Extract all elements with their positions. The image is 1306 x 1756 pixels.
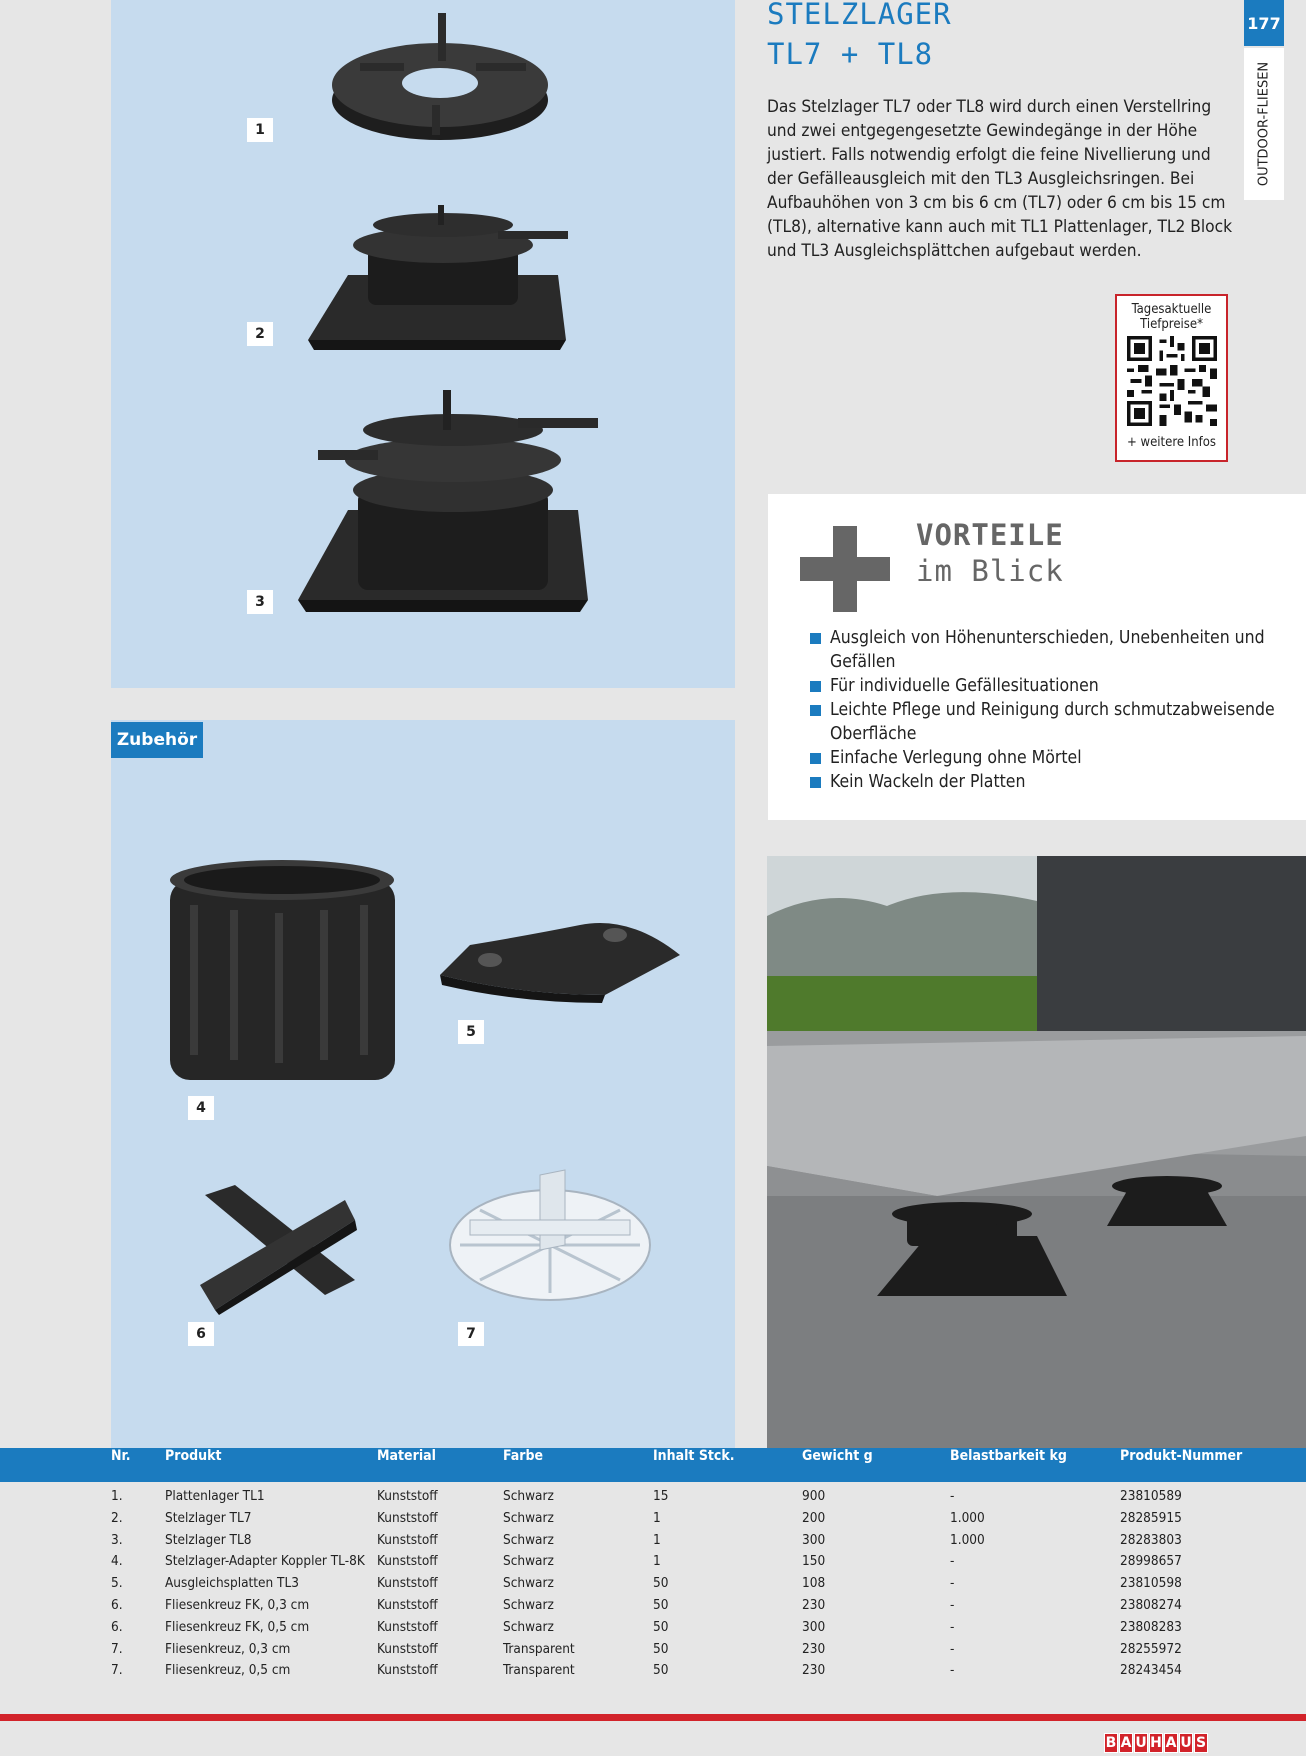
benefits-list [810,626,1306,794]
cell-inhalt: 1 [653,1509,661,1526]
cell-produkt: Plattenlager TL1 [165,1488,265,1504]
benefit-item [810,626,1306,674]
cell-produkt: Fliesenkreuz FK, 0,3 cm [165,1596,310,1613]
cell-farbe: Schwarz [503,1488,554,1504]
cell-produkt-nummer: 23808274 [1120,1596,1182,1613]
product-number-7: 7 [458,1322,484,1346]
logo-letter: B [1105,1735,1117,1751]
cell-material: Kunststoff [377,1575,438,1592]
cell-gewicht: 230 [802,1640,826,1657]
table-row [0,1595,1306,1617]
cell-nr: 7. [111,1662,123,1679]
col-header-belastbarkeit: Belastbarkeit kg [950,1448,1067,1464]
table-row [0,1486,1306,1508]
cell-inhalt: 15 [653,1488,669,1504]
bullet-icon [810,777,821,788]
cell-material: Kunststoff [377,1509,438,1526]
benefit-text: Für individuelle Gefällesituationen [830,676,1099,696]
cell-produkt: Stelzlager-Adapter Koppler TL-8K [165,1553,365,1570]
table-row [0,1617,1306,1639]
page-number: 177 [1244,0,1284,46]
section-tab-label: OUTDOOR-FLIESEN [1256,61,1272,187]
col-header-produkt-nummer: Produkt-Nummer [1120,1448,1243,1464]
col-header-farbe: Farbe [503,1448,544,1464]
bullet-icon [810,705,821,716]
cell-produkt: Stelzlager TL7 [165,1509,252,1526]
table-row [0,1639,1306,1661]
cell-belastbarkeit: - [950,1596,955,1613]
col-header-nr: Nr. [111,1448,131,1464]
cell-belastbarkeit: 1.000 [950,1509,985,1526]
cell-nr: 6. [111,1618,123,1635]
cell-belastbarkeit: 1.000 [950,1531,985,1548]
plus-icon [800,526,890,612]
cell-material: Kunststoff [377,1488,438,1504]
cell-farbe: Schwarz [503,1553,554,1570]
cell-farbe: Schwarz [503,1531,554,1548]
product-description: Das Stelzlager TL7 oder TL8 wird durch einen Verstellring und zwei entgegengesetzte Gewindegänge in der Höhe justiert. Falls notwendig erfolgt die feine Nivellierung und der Gefälleausgleich mit den TL3 Ausgleichsringen. Bei Aufbauhöhen von 3 cm bis 6 cm (TL7) oder 6 cm bis 15 cm (TL8), alternative kann auch mit TL1 Plattenlager, TL2 Block und TL3 Ausgleichsplättchen aufgebaut werden. [767,97,1233,261]
cell-inhalt: 50 [653,1618,669,1635]
product-number-3: 3 [247,590,273,614]
product-image-6 [195,1185,365,1315]
accessories-label: Zubehör [111,722,203,758]
cell-farbe: Transparent [503,1662,575,1679]
cell-produkt-nummer: 23808283 [1120,1618,1182,1635]
title-line-1: STELZLAGER [767,0,952,31]
col-header-inhalt: Inhalt Stck. [653,1448,735,1464]
cell-gewicht: 900 [802,1488,826,1504]
logo-letter: S [1195,1735,1207,1751]
cell-produkt-nummer: 28243454 [1120,1662,1182,1679]
cell-gewicht: 108 [802,1575,826,1592]
cell-belastbarkeit: - [950,1640,955,1657]
benefit-item [810,698,1306,746]
col-header-gewicht: Gewicht g [802,1448,873,1464]
cell-belastbarkeit: - [950,1488,955,1504]
logo-letter: H [1150,1735,1162,1751]
qr-price-box[interactable] [1115,294,1228,462]
table-header [0,1448,1306,1482]
cell-produkt-nummer: 28285915 [1120,1509,1182,1526]
cell-inhalt: 50 [653,1640,669,1657]
product-image-5 [430,905,690,1005]
cell-inhalt: 50 [653,1596,669,1613]
product-image-7 [440,1165,660,1315]
cell-inhalt: 50 [653,1662,669,1679]
benefit-text: Ausgleich von Höhenunterschieden, Unebenheiten und Gefällen [830,628,1265,672]
cell-produkt: Ausgleichsplatten TL3 [165,1575,299,1592]
cell-produkt-nummer: 28255972 [1120,1640,1182,1657]
logo-letter: U [1135,1735,1147,1751]
benefit-text: Leichte Pflege und Reinigung durch schmutzabweisende Oberfläche [830,700,1275,744]
cell-farbe: Schwarz [503,1509,554,1526]
table-row [0,1573,1306,1595]
cell-farbe: Schwarz [503,1596,554,1613]
benefit-text: Kein Wackeln der Platten [830,772,1026,792]
benefits-box [768,494,1306,820]
table-row [0,1551,1306,1573]
cell-produkt-nummer: 28283803 [1120,1531,1182,1548]
cell-material: Kunststoff [377,1662,438,1679]
benefits-subtitle: im Blick [916,554,1064,588]
qr-bottom-text: + weitere Infos [1127,435,1216,450]
logo-letter: U [1180,1735,1192,1751]
cell-inhalt: 1 [653,1553,661,1570]
cell-produkt: Stelzlager TL8 [165,1531,252,1548]
qr-code-icon[interactable] [1127,336,1217,426]
cell-farbe: Transparent [503,1640,575,1657]
cell-gewicht: 300 [802,1531,826,1548]
benefits-title: VORTEILE [916,518,1064,552]
cell-produkt-nummer: 23810589 [1120,1488,1182,1504]
bullet-icon [810,753,821,764]
product-number-2: 2 [247,322,273,346]
cell-gewicht: 230 [802,1662,826,1679]
cell-produkt: Fliesenkreuz, 0,3 cm [165,1640,291,1657]
cell-gewicht: 300 [802,1618,826,1635]
title-line-2: TL7 + TL8 [767,37,934,71]
bullet-icon [810,681,821,692]
logo-letter: A [1120,1735,1132,1751]
cell-nr: 1. [111,1488,123,1504]
cell-nr: 6. [111,1596,123,1613]
cell-farbe: Schwarz [503,1618,554,1635]
cell-gewicht: 150 [802,1553,826,1570]
cell-gewicht: 200 [802,1509,826,1526]
product-image-1 [320,5,560,155]
benefit-text: Einfache Verlegung ohne Mörtel [830,748,1082,768]
benefit-item [810,674,1306,698]
benefit-item [810,770,1306,794]
cell-belastbarkeit: - [950,1553,955,1570]
col-header-material: Material [377,1448,436,1464]
cell-material: Kunststoff [377,1553,438,1570]
product-image-3 [288,390,608,620]
table-row [0,1508,1306,1530]
cell-material: Kunststoff [377,1531,438,1548]
cell-material: Kunststoff [377,1596,438,1613]
benefit-item [810,746,1306,770]
product-number-6: 6 [188,1322,214,1346]
qr-top-text: Tagesaktuelle Tiefpreise* [1131,302,1212,332]
cell-nr: 2. [111,1509,123,1526]
cell-belastbarkeit: - [950,1662,955,1679]
product-number-4: 4 [188,1096,214,1120]
cell-gewicht: 230 [802,1596,826,1613]
cell-produkt: Fliesenkreuz FK, 0,5 cm [165,1618,310,1635]
table-row [0,1530,1306,1552]
product-image-4 [160,855,410,1095]
section-tab [1244,48,1284,200]
col-header-produkt: Produkt [165,1448,222,1464]
cell-nr: 4. [111,1553,123,1570]
cell-nr: 7. [111,1640,123,1657]
cell-inhalt: 1 [653,1531,661,1548]
product-number-5: 5 [458,1020,484,1044]
cell-nr: 3. [111,1531,123,1548]
bullet-icon [810,633,821,644]
bauhaus-logo[interactable] [1104,1733,1208,1753]
cell-produkt-nummer: 28998657 [1120,1553,1182,1570]
page-title [767,0,952,74]
cell-farbe: Schwarz [503,1575,554,1592]
cell-produkt-nummer: 23810598 [1120,1575,1182,1592]
footer-divider [0,1714,1306,1721]
product-image-2 [298,205,578,355]
cell-material: Kunststoff [377,1640,438,1657]
cell-produkt: Fliesenkreuz, 0,5 cm [165,1662,291,1679]
product-table [0,1486,1306,1682]
cell-nr: 5. [111,1575,123,1592]
terrace-photo [767,856,1306,1448]
product-number-1: 1 [247,118,273,142]
cell-material: Kunststoff [377,1618,438,1635]
cell-inhalt: 50 [653,1575,669,1592]
cell-belastbarkeit: - [950,1575,955,1592]
cell-belastbarkeit: - [950,1618,955,1635]
table-row [0,1660,1306,1682]
logo-letter: A [1165,1735,1177,1751]
